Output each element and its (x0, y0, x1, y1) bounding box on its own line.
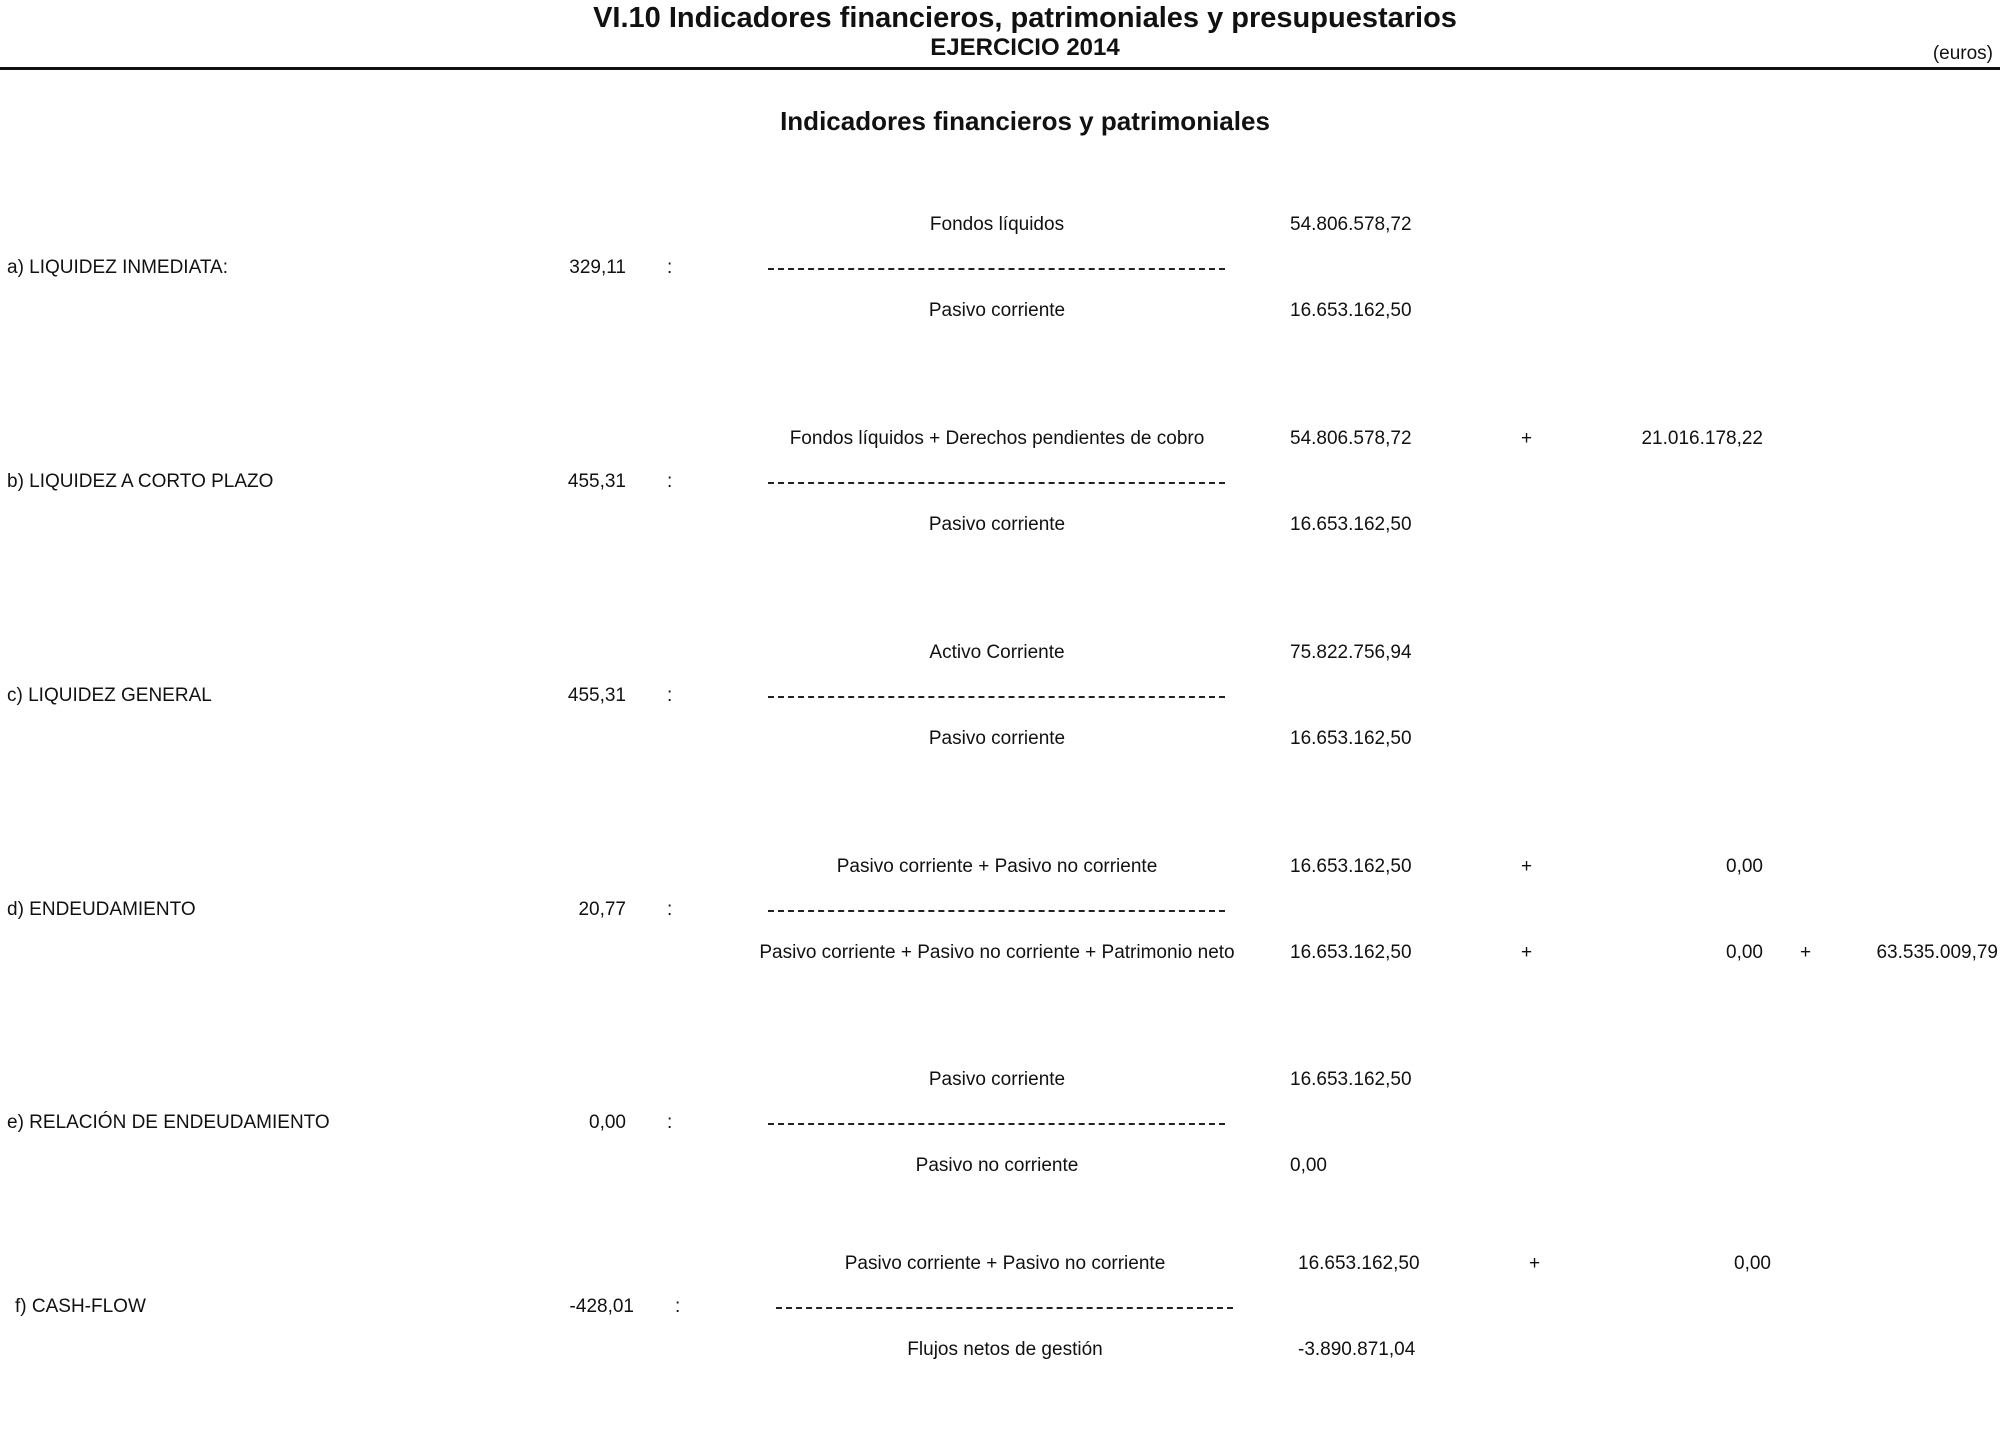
plus-sign: + (1521, 942, 1533, 963)
denominator-text: Pasivo corriente (928, 514, 1066, 535)
fraction-line (768, 482, 1225, 484)
indicator-block (0, 428, 2000, 616)
denominator-value: 16.653.162,50 (1290, 300, 1412, 321)
numerator-value: 16.653.162,50 (1298, 1253, 1420, 1274)
fraction-line (768, 1123, 1225, 1125)
numerator-value: 75.822.756,94 (1290, 642, 1412, 663)
denominator-value: 0,00 (1726, 942, 1763, 963)
indicator-block (0, 642, 2000, 830)
numerator-text: Fondos líquidos (929, 214, 1065, 235)
plus-sign: + (1529, 1253, 1541, 1274)
units-label: (euros) (1932, 43, 1993, 64)
indicator-separator: : (667, 471, 673, 492)
denominator-text: Flujos netos de gestión (907, 1339, 1103, 1360)
numerator-text: Pasivo corriente + Pasivo no corriente (836, 856, 1158, 877)
fraction-line (776, 1307, 1233, 1309)
denominator-value: -3.890.871,04 (1298, 1339, 1416, 1360)
indicator-label: f) CASH-FLOW (15, 1296, 146, 1317)
section-title: Indicadores financieros y patrimoniales (780, 106, 1270, 136)
indicator-label: c) LIQUIDEZ GENERAL (7, 685, 212, 706)
plus-sign: + (1800, 942, 1812, 963)
indicator-label: d) ENDEUDAMIENTO (7, 899, 196, 920)
numerator-value: 16.653.162,50 (1290, 856, 1412, 877)
indicator-label: e) RELACIÓN DE ENDEUDAMIENTO (7, 1112, 330, 1133)
numerator-value: 16.653.162,50 (1290, 1069, 1412, 1090)
numerator-value: 54.806.578,72 (1290, 428, 1412, 449)
indicator-value: 455,31 (567, 685, 626, 706)
indicator-separator: : (675, 1296, 681, 1317)
fraction-line (768, 268, 1225, 270)
denominator-value: 63.535.009,79 (1876, 942, 1998, 963)
indicator-value: 455,31 (567, 471, 626, 492)
denominator-text: Pasivo no corriente (915, 1155, 1079, 1176)
denominator-value: 16.653.162,50 (1290, 514, 1412, 535)
indicator-separator: : (667, 257, 673, 278)
denominator-value: 16.653.162,50 (1290, 942, 1412, 963)
numerator-text: Pasivo corriente + Pasivo no corriente (844, 1253, 1166, 1274)
indicator-separator: : (667, 899, 673, 920)
report-subtitle: EJERCICIO 2014 (930, 34, 1120, 61)
report-title: VI.10 Indicadores financieros, patrimoniales y presupuestarios (593, 2, 1457, 34)
indicator-label: b) LIQUIDEZ A CORTO PLAZO (7, 471, 274, 492)
indicator-block (0, 1069, 2000, 1257)
numerator-value: 0,00 (1726, 856, 1763, 877)
numerator-value: 0,00 (1734, 1253, 1771, 1274)
numerator-text: Pasivo corriente (928, 1069, 1066, 1090)
plus-sign: + (1521, 856, 1533, 877)
indicator-block (0, 856, 2000, 1044)
numerator-text: Fondos líquidos + Derechos pendientes de cobro (789, 428, 1205, 449)
indicator-separator: : (667, 685, 673, 706)
numerator-value: 54.806.578,72 (1290, 214, 1412, 235)
indicator-block (8, 1253, 2000, 1441)
fraction-line (768, 910, 1225, 912)
indicator-value: -428,01 (569, 1296, 634, 1317)
denominator-text: Pasivo corriente (928, 300, 1066, 321)
denominator-text: Pasivo corriente + Pasivo no corriente + Patrimonio neto (759, 942, 1235, 963)
header-rule (0, 67, 2000, 70)
indicator-value: 20,77 (578, 899, 626, 920)
denominator-text: Pasivo corriente (928, 728, 1066, 749)
plus-sign: + (1521, 428, 1533, 449)
numerator-text: Activo Corriente (929, 642, 1065, 663)
denominator-value: 16.653.162,50 (1290, 728, 1412, 749)
denominator-value: 0,00 (1290, 1155, 1327, 1176)
indicator-label: a) LIQUIDEZ INMEDIATA: (7, 257, 228, 278)
indicator-value: 0,00 (589, 1112, 626, 1133)
fraction-line (768, 696, 1225, 698)
indicator-separator: : (667, 1112, 673, 1133)
numerator-value: 21.016.178,22 (1641, 428, 1763, 449)
indicator-value: 329,11 (569, 257, 626, 278)
indicator-block (0, 214, 2000, 402)
